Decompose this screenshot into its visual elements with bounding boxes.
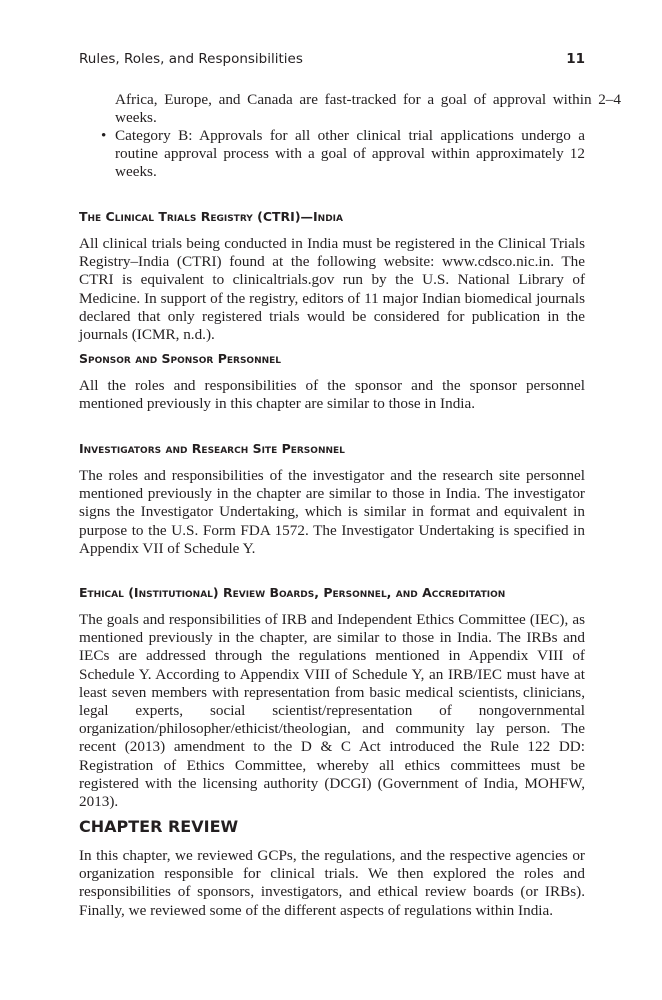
page-number: 11 (566, 51, 585, 67)
section-body-ctri: All clinical trials being conducted in India must be registered in the Clinical Trials Registry–India (CTRI) found at the following website: www.cdsco.nic.in. The CTRI is equivalent to clinicaltrials.gov run by the U.S. National Library of Medicine. In support of the registry, editors of 11 major Indian biomedical journals declared that only registered trials would be considered for publication in the journals (ICMR, n.d.). (79, 235, 585, 344)
section-body-ethics: The goals and responsibilities of IRB and Independent Ethics Committee (IEC), as mentioned previously in the chapter, are similar to those in India. The IRBs and IECs are addressed through the regulations mentioned in Appendix VIII of Schedule Y. According to Appendix VIII of Schedule Y, an IRB/IEC must have at least seven members with representation from basic medical scientists, clinicians, legal experts, social scientist/representation of nongovernmental organization/philosopher/ethicist/theologian, and community lay person. The recent (2013) amendment to the D & C Act introduced the Rule 122 DD: Registration of Ethics Committee, whereby all ethics committees must be registered with the licensing authority (DCGI) (Government of India, MOHFW, 2013). (79, 611, 585, 811)
section-heading-sponsor: Sponsor and Sponsor Personnel (79, 351, 282, 366)
section-body-investigators: The roles and responsibilities of the investigator and the research site personnel mentioned previously in the chapter are similar to those in India. The investigator signs the Investigator Undertaking, which is similar in format and equivalent in purpose to the U.S. Form FDA 1572. The Investigator Undertaking is specified in Appendix VII of Schedule Y. (79, 467, 585, 557)
section-heading-investigators: Investigators and Research Site Personnel (79, 441, 345, 456)
section-body-sponsor: All the roles and responsibilities of the sponsor and the sponsor personnel mentioned previously in this chapter are similar to those in India. (79, 377, 585, 413)
running-head-title: Rules, Roles, and Responsibilities (79, 51, 303, 67)
bullet-item-category-b (79, 127, 585, 182)
bullet-text: Category B: Approvals for all other clinical trial applications undergo a routine approval process with a goal of approval within approximately 12 weeks. (115, 127, 585, 181)
chapter-review-body: In this chapter, we reviewed GCPs, the regulations, and the respective agencies or organization responsible for clinical trials. We then explored the roles and responsibilities of sponsors, investigators, and ethical review boards (or IRBs). Finally, we reviewed some of the different aspects of regulations within India. (79, 847, 585, 919)
section-heading-ethics: Ethical (Institutional) Review Boards, Personnel, and Accreditation (79, 585, 506, 600)
continuation-paragraph: Africa, Europe, and Canada are fast-tracked for a goal of approval within 2–4 weeks. (115, 91, 621, 127)
section-heading-ctri: The Clinical Trials Registry (CTRI)—India (79, 209, 343, 224)
chapter-review-heading: CHAPTER REVIEW (79, 817, 239, 836)
bullet-mark: • (101, 127, 107, 144)
